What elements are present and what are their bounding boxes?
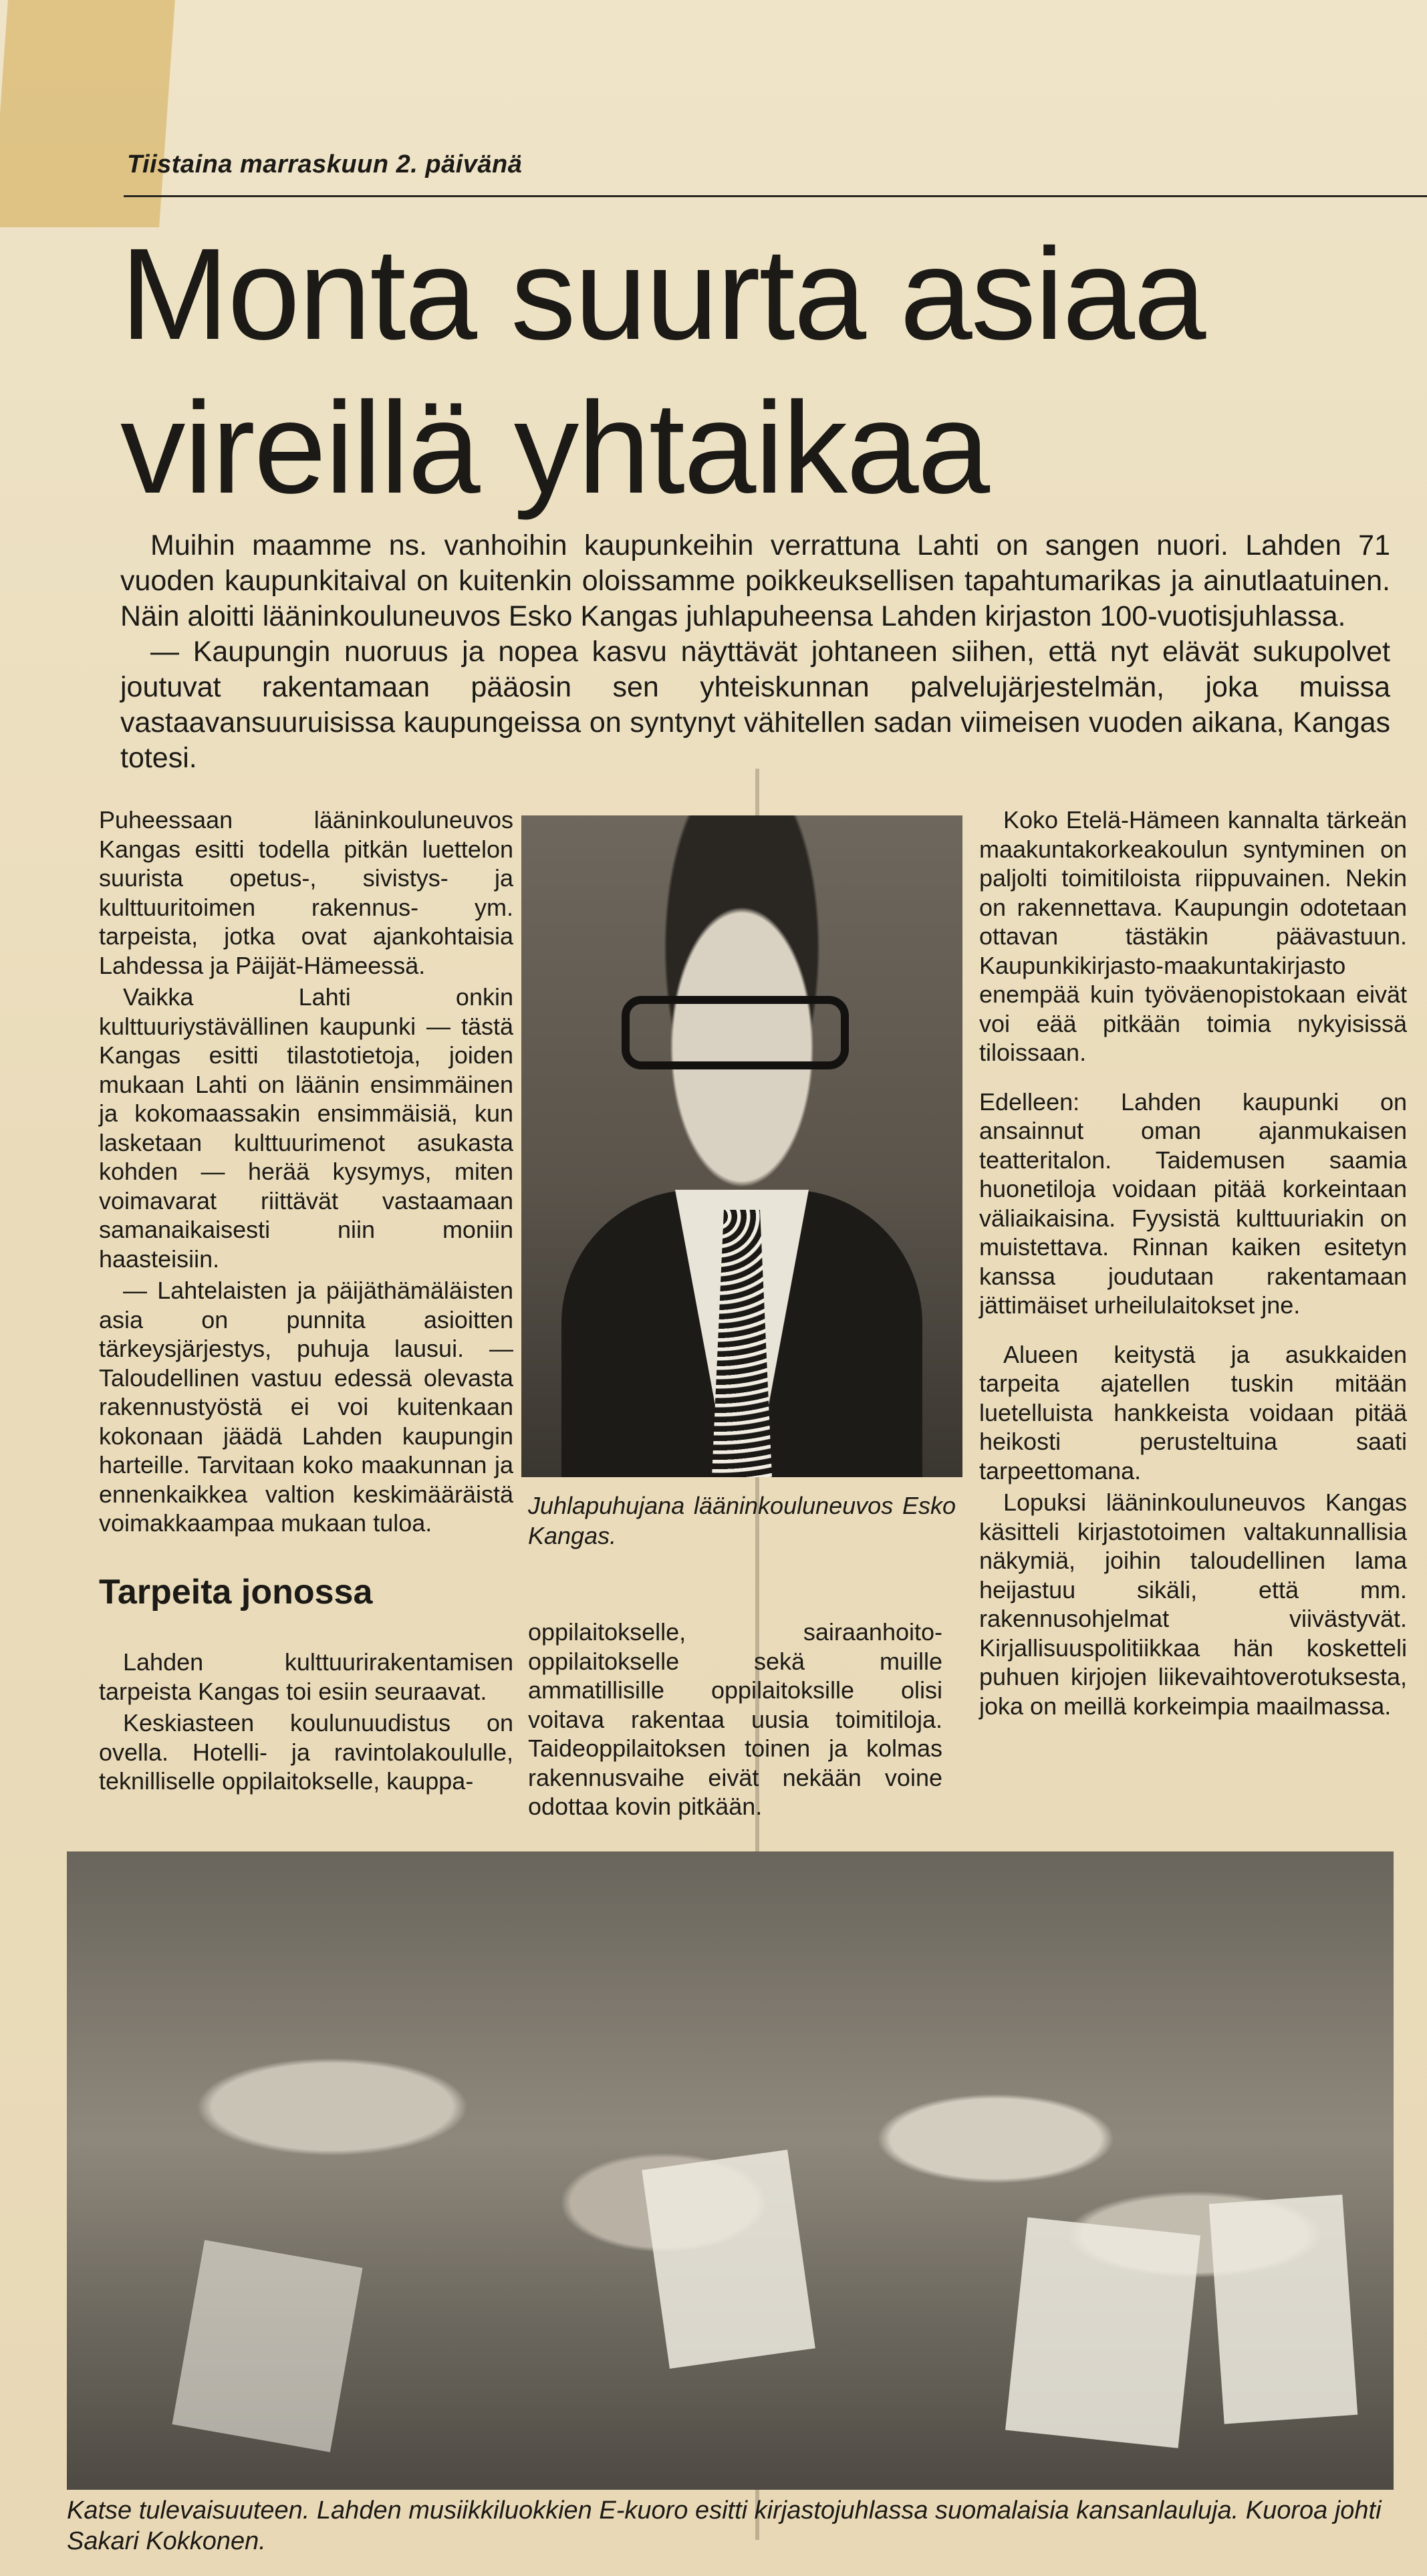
music-sheet — [1005, 2217, 1200, 2448]
portrait-photo — [521, 815, 962, 1477]
music-sheet — [1209, 2194, 1358, 2424]
lead-paragraph: Muihin maamme ns. vanhoihin kaupunkeihin verrattuna Lahti on sangen nuori. Lahden 71 vuoden kaupunkitaival on kuitenkin oloissamme poikkeuksellisen tapahtumarikas ja ainutlaatuinen. Näin aloitti lääninkouluneuvos Esko Kangas juhlapuheensa Lahden kirjaston 100-vuotisjuhlassa. — [120, 529, 1390, 632]
body-paragraph: Puheessaan lääninkouluneuvos Kangas esitti todella pitkän luettelon suurista opetus-, sivistys- ja kulttuuritoimen rakennus- ym. tarpeista, jotka ovat ajankohtaisia Lahdessa ja Päijät-Hämeessä. — [99, 806, 513, 979]
music-sheet — [642, 2150, 815, 2369]
top-rule — [124, 195, 1427, 197]
column-middle-bottom — [528, 1618, 942, 1824]
body-paragraph: Vaikka Lahti onkin kulttuuriystävällinen kaupunki — tästä Kangas esitti tilastotietoja, joiden mukaan Lahti on läänin ensimmäinen ja kokomaassakin ensimmäisiä, kun lasketaan kulttuurimenot asukasta kohden — herää kysymys, miten voimavarat riittävät vastaamaan samanaikaisesti niin moniin haasteisiin. — [99, 983, 513, 1273]
body-paragraph: Koko Etelä-Hämeen kannalta tärkeän maakuntakorkeakoulun syntyminen on paljolti toimitiloista riippuvainen. Nekin on rakennettava. Kaupungin odotetaan ottavan tästäkin päävastuun. Kaupunkikirjasto-maakuntakirjasto enempää kuin työväenopistokaan eivät voi eää pitkään toimia nykyisissä tiloissaan. — [979, 806, 1407, 1066]
portrait-caption: Juhlapuhujana lääninkouluneuvos Esko Kangas. — [528, 1492, 956, 1549]
lead-paragraph: — Kaupungin nuoruus ja nopea kasvu näyttävät johtaneen siihen, että nyt elävät sukupolvet joutuvat rakentamaan pääosin sen yhteiskunnan palvelujärjestelmän, joka muissa vastaavansuuruisissa kaupungeissa on syntynyt vähitellen sadan viimeisen vuoden aikana, Kangas totesi. — [120, 636, 1390, 774]
body-paragraph: Lahden kulttuurirakentamisen tarpeista Kangas toi esiin seuraavat. — [99, 1648, 513, 1705]
body-paragraph: Lopuksi lääninkouluneuvos Kangas käsitteli kirjastotoimen valtakunnallisia näkymiä, joihin taloudellinen lama heijastuu sikäli, että mm. rakennusohjelmat viivästyvät. Kirjallisuuspolitiikkaa hän kosketteli puhuen kirjojen liikevaihtoverotuksesta, joka on meillä korkeimpia maailmassa. — [979, 1489, 1407, 1720]
headline: Monta suurta asiaa vireillä yhtaikaa — [120, 221, 1205, 521]
lead-paragraphs — [120, 528, 1390, 776]
column-left — [99, 805, 513, 1541]
photo-caption: Katse tulevaisuuteen. Lahden musiikkiluokkien E-kuoro esitti kirjastojuhlassa suomalaisia kansanlauluja. Kuoroa johti Sakari Kokkonen. — [67, 2496, 1382, 2555]
body-paragraph: Edelleen: Lahden kaupunki on ansainnut oman ajanmukaisen teatteritalon. Taidemusen saamia huonetiloja voidaan pitää korkeintaan väliaikaisina. Fyysistä kulttuuriakin on muistettava. Rinnan kaiken esitetyn kanssa joudutaan rakentamaan jättimäiset urheilulaitokset jne. — [979, 1087, 1407, 1319]
body-paragraph: Keskiasteen koulunuudistus on ovella. Hotelli- ja ravintolakoululle, teknilliselle oppilaitokselle, kauppa- — [99, 1709, 513, 1795]
column-right — [979, 805, 1407, 1723]
body-paragraph: oppilaitokselle, sairaanhoito-oppilaitokselle sekä muille ammatillisille oppilaitoksille olisi voitava rakentaa uusia toimitiloja. Taideoppilaitoksen toinen ja kolmas rakennusvaihe eivät nekään voine odottaa kovin pitkään. — [528, 1618, 942, 1820]
body-paragraph: Alueen keitystä ja asukkaiden tarpeita ajatellen tuskin mitään luetelluista hankkeista voidaan pitää heikosti perusteltuina saati tarpeettomana. — [979, 1340, 1407, 1485]
portrait-glasses — [622, 996, 849, 1069]
subheading: Tarpeita jonossa — [99, 1573, 373, 1612]
body-paragraph: — Lahtelaisten ja päijäthämäläisten asia on punnita asioitten tärkeysjärjestys, puhuja lausui. — Taloudellinen vastuu edessä olevasta rakennustyöstä ei voi kuitenkaan kokonaan jäädä Lahden kaupungin harteille. Tarvitaan koko maakunnan ja ennenkaikkea valtion keskimääräistä voimakkaampaa mukaan tuloa. — [99, 1277, 513, 1537]
dateline: Tiistaina marraskuun 2. päivänä — [127, 150, 523, 178]
tape-mark — [0, 0, 175, 227]
music-sheet — [172, 2240, 363, 2452]
column-left-bottom — [99, 1648, 513, 1799]
choir-photo — [67, 1851, 1394, 2490]
